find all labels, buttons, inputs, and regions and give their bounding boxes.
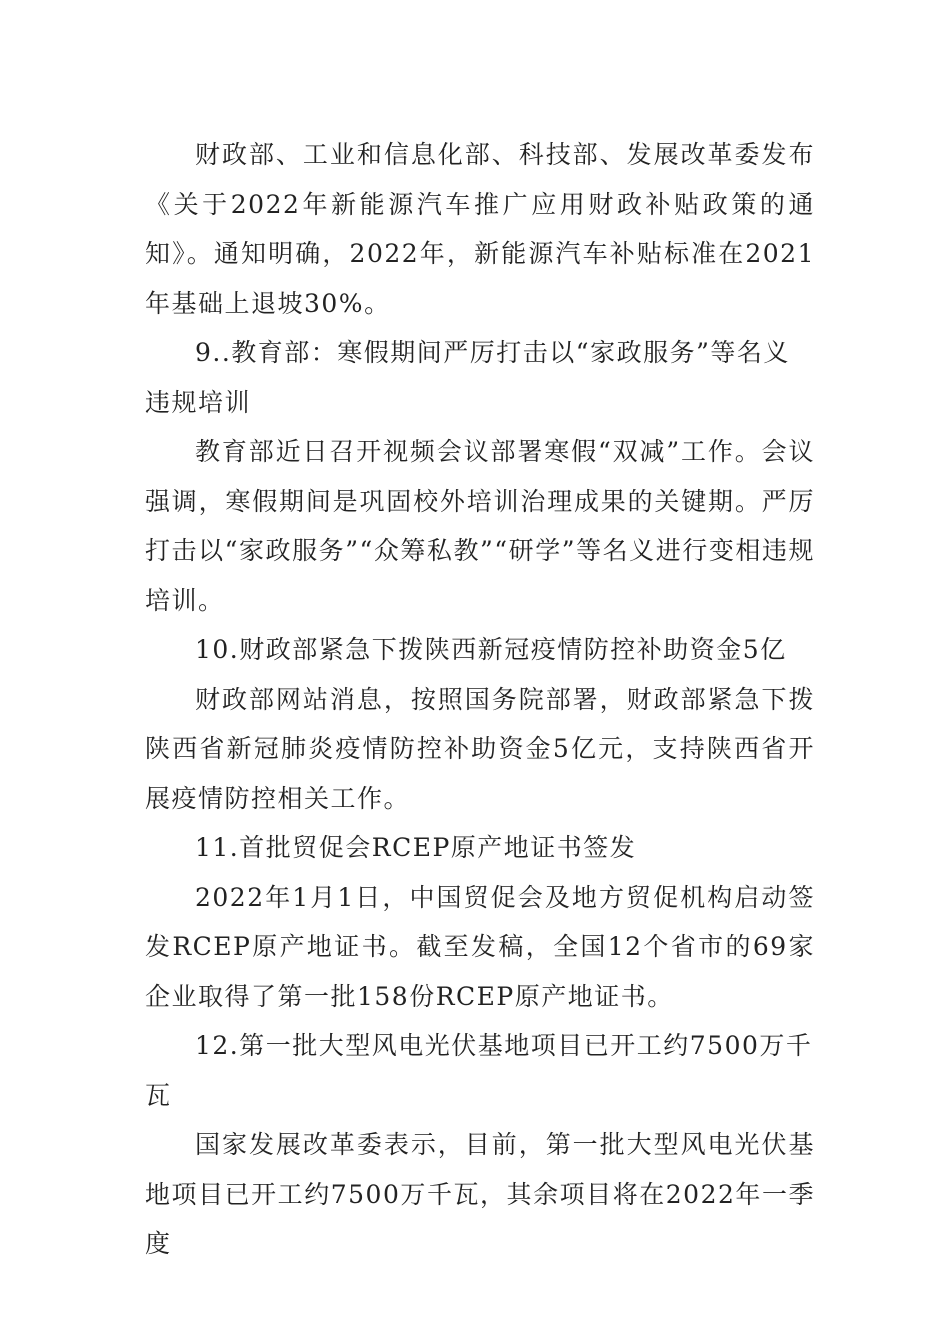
heading-item-11: 11.首批贸促会RCEP原产地证书签发 xyxy=(195,833,637,862)
paragraph-wind-solar-bases: 国家发展改革委表示，目前，第一批大型风电光伏基地项目已开工约7500万千瓦，其余项目将在2022年一季度 xyxy=(145,1130,815,1258)
paragraph-ev-subsidy: 财政部、工业和信息化部、科技部、发展改革委发布《关于2022年新能源汽车推广应用财政补贴政策的通知》。通知明确，2022年，新能源汽车补贴标准在2021年基础上退坡30%。 xyxy=(145,140,815,318)
paragraph-shaanxi-funds: 财政部网站消息，按照国务院部署，财政部紧急下拨陕西省新冠肺炎疫情防控补助资金5亿元，支持陕西省开展疫情防控相关工作。 xyxy=(145,684,815,813)
heading-item-12: 12.第一批大型风电光伏基地项目已开工约7500万千瓦 xyxy=(145,1031,813,1110)
paragraph-winter-training: 教育部近日召开视频会议部署寒假“双减”工作。会议强调，寒假期间是巩固校外培训治理成果的关键期。严厉打击以“家政服务”“众筹私教”“研学”等名义进行变相违规培训。 xyxy=(145,437,815,615)
heading-item-9: 9..教育部：寒假期间严厉打击以“家政服务”等名义违规培训 xyxy=(145,338,790,417)
paragraph-rcep-certificates: 2022年1月1日，中国贸促会及地方贸促机构启动签发RCEP原产地证书。截至发稿，全国12个省市的69家企业取得了第一批158份RCEP原产地证书。 xyxy=(145,882,815,1011)
document-body xyxy=(145,130,815,1269)
heading-item-10: 10.财政部紧急下拨陕西新冠疫情防控补助资金5亿 xyxy=(195,635,787,664)
